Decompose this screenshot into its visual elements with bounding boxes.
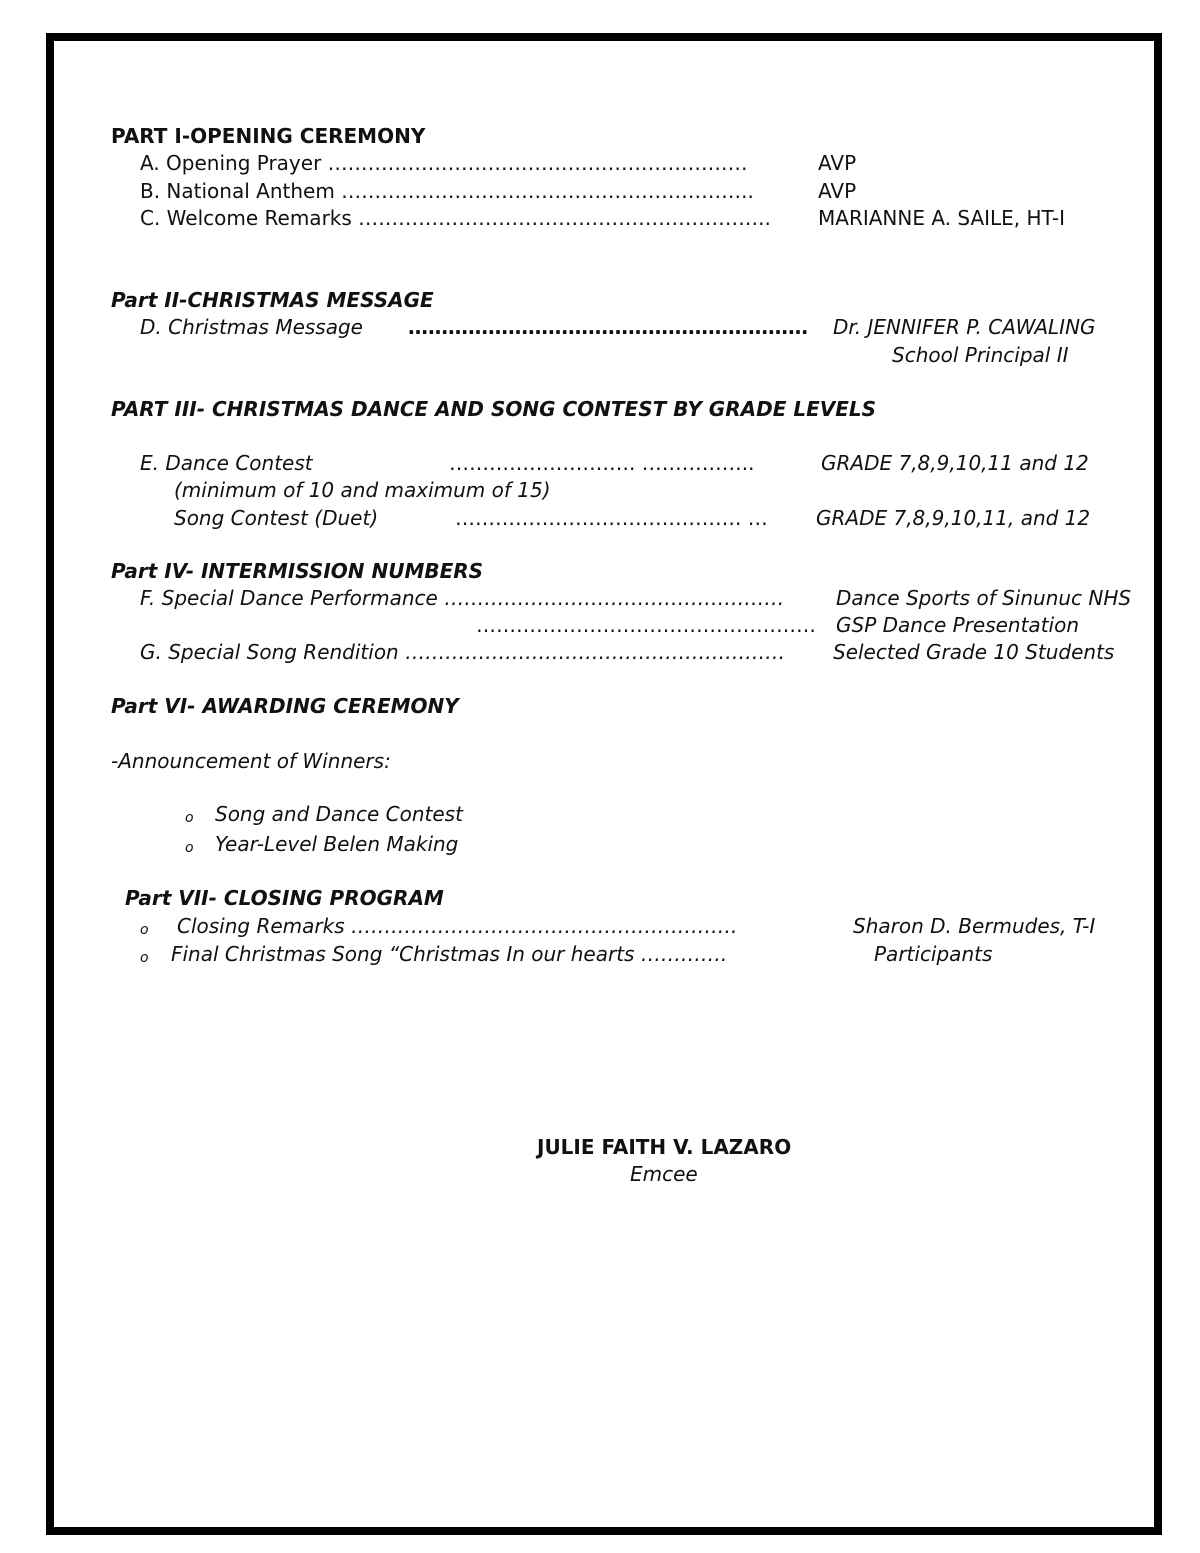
part1-item-a-label: A. Opening Prayer ………………………………………………………	[140, 151, 748, 175]
part4-item-f-value: Dance Sports of Sinunuc NHS	[836, 586, 1132, 610]
part1-heading: PART I-OPENING CEREMONY	[111, 124, 426, 148]
part4-heading: Part IV- INTERMISSION NUMBERS	[111, 559, 484, 583]
part7-item2-label: Final Christmas Song “Christmas In our hearts ………….	[171, 942, 728, 966]
part2-item-dots: ……………………………………………………	[408, 315, 808, 339]
part4-item-g-value: Selected Grade 10 Students	[833, 640, 1115, 664]
part3-song-label: Song Contest (Duet)	[174, 506, 379, 530]
part7-heading: Part VII- CLOSING PROGRAM	[125, 886, 444, 910]
part3-dance-label: E. Dance Contest	[140, 451, 313, 475]
emcee-role: Emcee	[630, 1162, 698, 1186]
part3-dance-value: GRADE 7,8,9,10,11 and 12	[821, 451, 1089, 475]
part2-speaker: Dr. JENNIFER P. CAWALING	[833, 315, 1096, 339]
part3-song-dots: ……………………………………. …	[455, 506, 768, 530]
part1-item-c-value: MARIANNE A. SAILE, HT-I	[818, 206, 1066, 230]
part6-heading: Part VI- AWARDING CEREMONY	[111, 694, 459, 718]
bullet-icon: o	[140, 950, 149, 966]
part3-dance-note: (minimum of 10 and maximum of 15)	[174, 478, 551, 502]
part1-item-b-label: B. National Anthem ……………………………………………………..	[140, 179, 754, 203]
part3-heading: PART III- CHRISTMAS DANCE AND SONG CONTEST BY GRADE LEVELS	[111, 397, 877, 421]
part3-dance-dots: ………………………. ……………..	[449, 451, 755, 475]
part7-item1-label: Closing Remarks ………………………………………………….	[177, 914, 738, 938]
part2-speaker-title: School Principal II	[892, 343, 1069, 367]
part2-heading: Part II-CHRISTMAS MESSAGE	[111, 288, 434, 312]
part7-item1-value: Sharon D. Bermudes, T-I	[853, 914, 1096, 938]
part1-item-c-label: C. Welcome Remarks ……………………………………………………..	[140, 206, 771, 230]
page-border	[46, 33, 1162, 1535]
part4-item-f2-dots: ……………………………………………	[476, 613, 816, 637]
part6-announcement: -Announcement of Winners:	[111, 749, 391, 773]
emcee-name: JULIE FAITH V. LAZARO	[537, 1135, 792, 1159]
part4-item-g-label: G. Special Song Rendition …………………………………………………	[140, 640, 786, 664]
part4-item-f-label: F. Special Dance Performance ……………………………………………	[140, 586, 785, 610]
part7-item2-value: Participants	[874, 942, 993, 966]
part3-song-value: GRADE 7,8,9,10,11, and 12	[816, 506, 1091, 530]
bullet-icon: o	[185, 840, 194, 856]
part4-item-f2-value: GSP Dance Presentation	[836, 613, 1079, 637]
bullet-icon: o	[140, 922, 149, 938]
part1-item-b-value: AVP	[818, 179, 857, 203]
part6-item-belen: Year-Level Belen Making	[215, 832, 459, 856]
bullet-icon: o	[185, 810, 194, 826]
part6-item-song-dance: Song and Dance Contest	[215, 802, 463, 826]
part1-item-a-value: AVP	[818, 151, 857, 175]
part2-item-label: D. Christmas Message	[140, 315, 363, 339]
